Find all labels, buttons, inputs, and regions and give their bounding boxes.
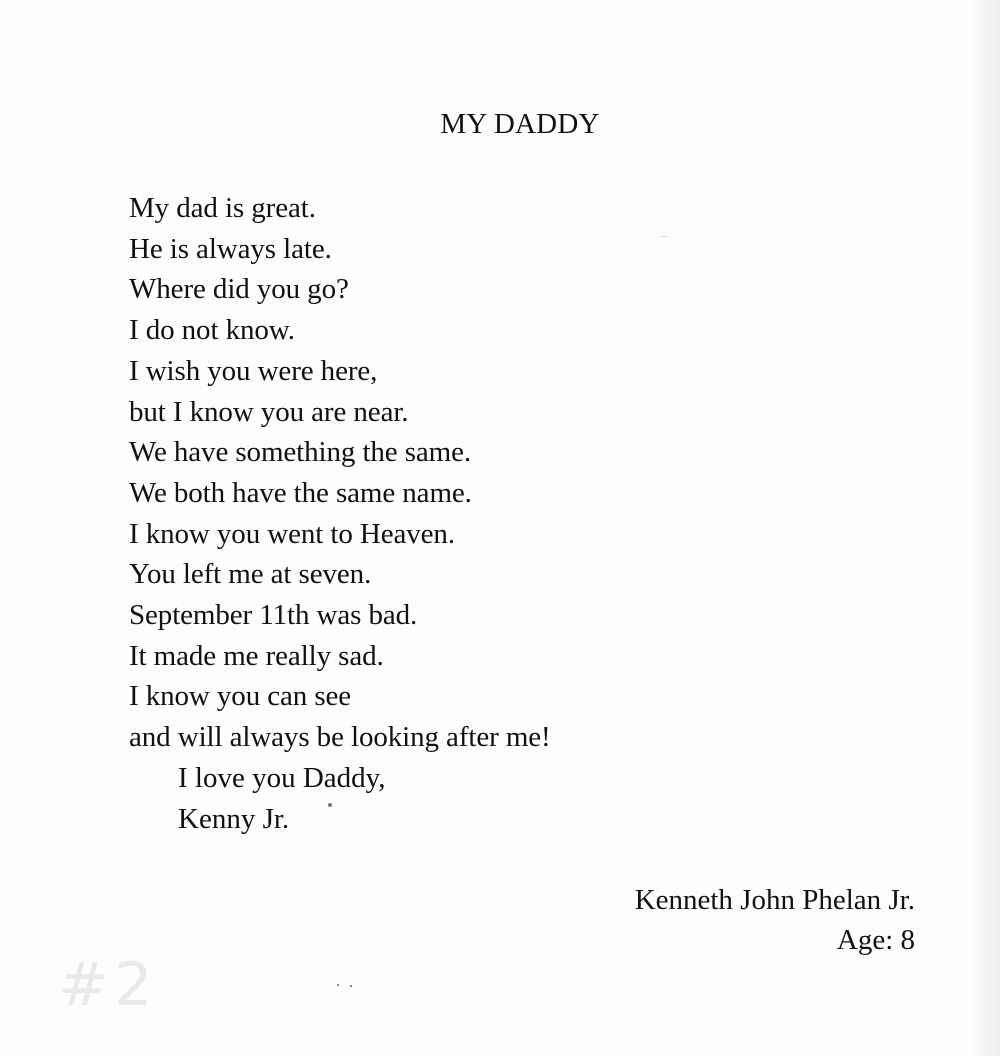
author-age: Age: 8 <box>836 924 915 956</box>
poem-closing <box>178 758 386 839</box>
poem-line: We have something the same. <box>129 436 472 469</box>
closing-line-love: I love you Daddy, <box>178 762 386 794</box>
poem-line: He is always late. <box>129 232 332 265</box>
scan-speck <box>337 984 339 986</box>
author-block <box>635 880 915 960</box>
page-edge-shadow <box>970 0 1000 1056</box>
poem-line: but I know you are near. <box>129 395 409 428</box>
scan-speck <box>350 985 352 987</box>
author-name: Kenneth John Phelan Jr. <box>634 884 915 916</box>
poem-line: You left me at seven. <box>129 558 372 591</box>
poem-line: I do not know. <box>129 314 295 347</box>
closing-line-signature: Kenny Jr. <box>178 802 290 835</box>
poem-line: September 11th was bad. <box>129 599 418 632</box>
poem-body <box>129 188 551 758</box>
poem-line: I wish you were here, <box>129 354 378 387</box>
poem-line: My dad is great. <box>129 192 316 224</box>
scan-speck <box>328 803 332 807</box>
poem-line: Where did you go? <box>129 273 349 306</box>
poem-title: MY DADDY <box>440 108 600 140</box>
faint-page-number-mark: #2 <box>58 950 159 1020</box>
poem-line: I know you can see <box>129 680 352 713</box>
poem-line: We both have the same name. <box>129 476 472 509</box>
poem-line: I know you went to Heaven. <box>129 517 455 550</box>
poem-line: It made me really sad. <box>129 639 384 672</box>
scan-speck <box>660 236 668 237</box>
poem-line: and will always be looking after me! <box>129 721 551 754</box>
